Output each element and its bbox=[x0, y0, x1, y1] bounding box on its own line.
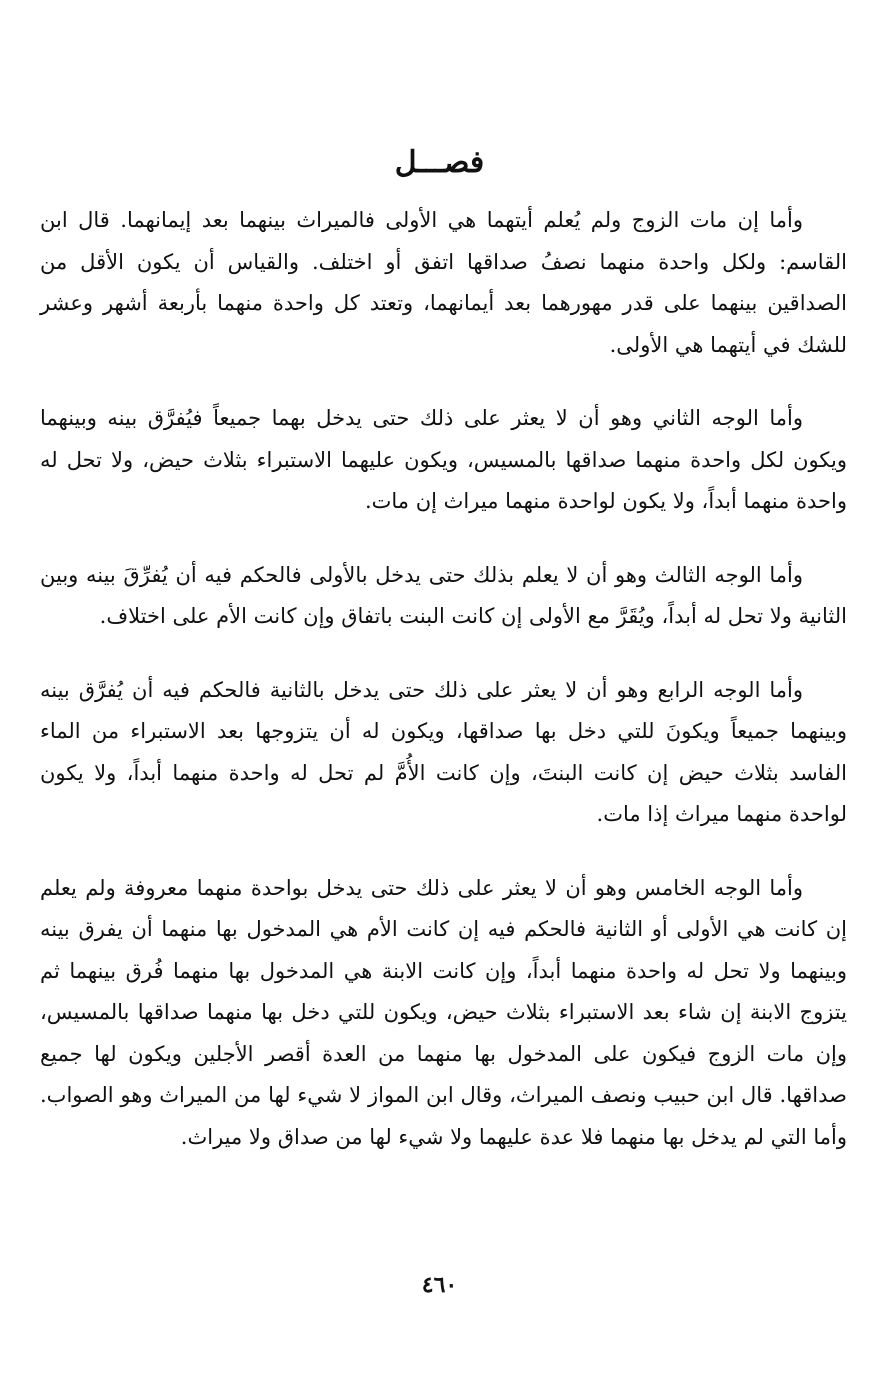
paragraph-1: وأما إن مات الزوج ولم يُعلم أيتهما هي الأولى فالميراث بينهما بعد إيمانهما. قال ابن القاسم: ولكل واحدة منهما نصفُ صداقها اتفق أو اختلف. والقياس أن يكون الأقل من الصداقين بينهما على قدر مهورهما بعد أيمانهما، وتعتد كل واحدة منهما بأربعة أشهر وعشر للشك في أيتهما هي الأولى. bbox=[40, 208, 847, 357]
paragraph-4: وأما الوجه الرابع وهو أن لا يعثر على ذلك حتى يدخل بالثانية فالحكم فيه أن يُفرَّق بينه وبينهما جميعاً ويكونَ للتي دخل بها صداقها، ويكون له أن يتزوجها بعد الاستبراء من الماء الفاسد بثلاث حيض إن كانت البنتَ، وإن كانت الأُمَّ لم تحل له واحدة منهما أبداً، ولا يكون لواحدة منهما ميراث إذا مات. bbox=[40, 677, 847, 826]
paragraph-3: وأما الوجه الثالث وهو أن لا يعلم بذلك حتى يدخل بالأولى فالحكم فيه أن يُفرِّقَ بينه وبين الثانية ولا تحل له أبداً، ويُقَرَّ مع الأولى إن كانت البنت باتفاق وإن كانت الأم على اختلاف. bbox=[40, 562, 847, 628]
page-number: ٤٦٠ bbox=[421, 1272, 458, 1298]
body-text bbox=[40, 200, 847, 1158]
paragraph-5: وأما الوجه الخامس وهو أن لا يعثر على ذلك حتى يدخل بواحدة منهما معروفة ولم يعلم إن كانت هي الأولى أو الثانية فالحكم فيه إن كانت الأم هي المدخول بها منهما أن يفرق بينه وبينهما ولا تحل له واحدة منهما أبداً، وإن كانت الابنة هي المدخول بها منهما فُرق بينهما ثم يتزوج الابنة إن شاء بعد الاستبراء بثلاث حيض، ويكون للتي دخل بها منهما صداقها بالمسيس، وإن مات الزوج فيكون على المدخول بها منهما من العدة أقصر الأجلين ويكون لها جميع صداقها. قال ابن حبيب ونصف الميراث، وقال ابن المواز لا شيء لها من الميراث وهو الصواب. وأما التي لم يدخل بها منهما فلا عدة عليهما ولا شيء لها من صداق ولا ميراث. bbox=[40, 875, 847, 1149]
section-heading: فصـــل bbox=[394, 145, 485, 180]
paragraph-2: وأما الوجه الثاني وهو أن لا يعثر على ذلك حتى يدخل بهما جميعاً فيُفرَّق بينه وبينهما ويكون لكل واحدة منهما صداقها بالمسيس، ويكون عليهما الاستبراء بثلاث حيض، ولا تحل له واحدة منهما أبداً، ولا يكون لواحدة منهما ميراث إن مات. bbox=[40, 406, 847, 513]
